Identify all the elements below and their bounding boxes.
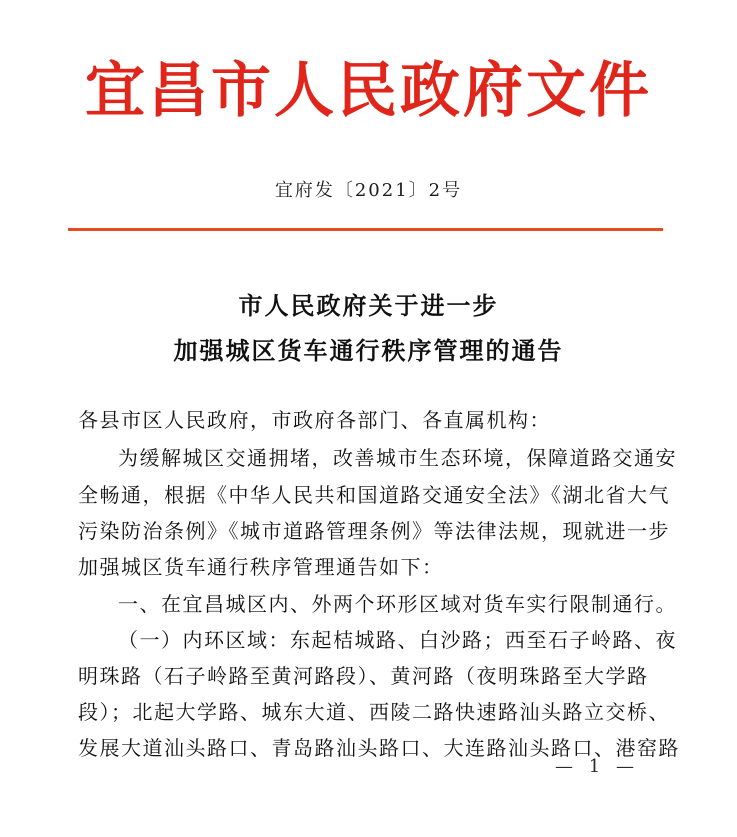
page-number: — 1 — — [555, 756, 639, 777]
body-line: 全畅通，根据《中华人民共和国道路交通安全法》《湖北省大气 — [78, 483, 670, 507]
document-title-line-2: 加强城区货车通行秩序管理的通告 — [173, 337, 564, 365]
document-number: 宜府发〔2021〕2号 — [274, 180, 463, 201]
red-divider-line — [68, 228, 663, 231]
body-line: （一）内环区域：东起桔城路、白沙路；西至石子岭路、夜 — [118, 628, 677, 652]
body-line: 发展大道汕头路口、青岛路汕头路口、大连路汕头路口、港窑路 — [78, 736, 680, 760]
body-line: 污染防治条例》《城市道路管理条例》等法律法规，现就进一步 — [78, 519, 670, 543]
salutation-line: 各县市区人民政府，市政府各部门、各直属机构： — [78, 408, 551, 432]
body-line: 加强城区货车通行秩序管理通告如下： — [78, 555, 444, 579]
body-line: 为缓解城区交通拥堵，改善城市生态环境，保障道路交通安 — [118, 446, 677, 470]
body-line: 段）；北起大学路、城东大道、西陵二路快速路汕头路立交桥、 — [78, 700, 670, 724]
government-masthead: 宜昌市人民政府文件 — [85, 56, 652, 126]
document-title-line-1: 市人民政府关于进一步 — [238, 292, 499, 320]
body-line: 明珠路（石子岭路至黄河路段）、黄河路（夜明珠路至大学路 — [78, 664, 649, 688]
section-heading-line: 一、在宜昌城区内、外两个环形区域对货车实行限制通行。 — [118, 592, 677, 616]
